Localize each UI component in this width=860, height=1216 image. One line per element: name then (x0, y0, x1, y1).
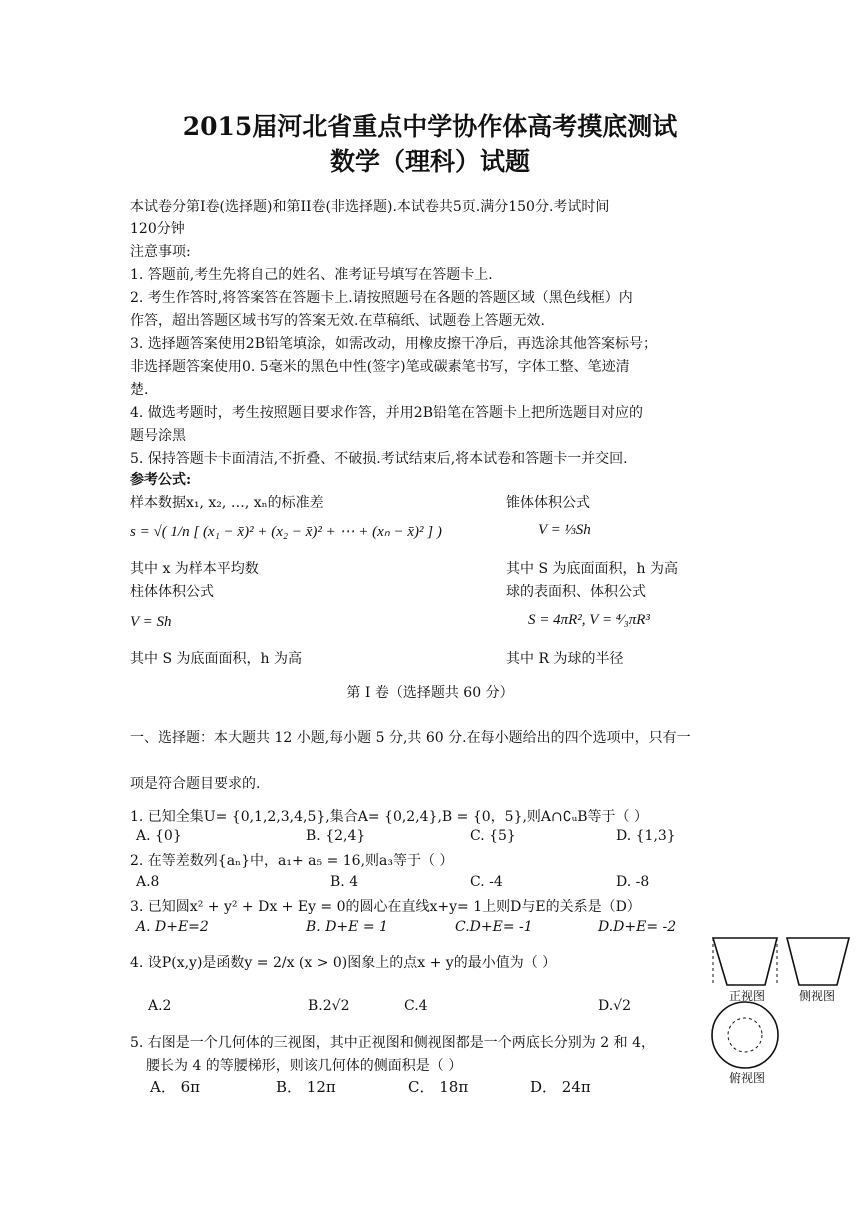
top-view-inner-circle (728, 1018, 762, 1052)
question-3-option-d: D.D+E= -2 (598, 919, 677, 935)
question-1-stem: 1. 已知全集U= {0,1,2,3,4,5},集合A= {0,2,4},B = {0，5},则A∩∁ᵤB等于（ ） (130, 809, 648, 825)
document-title-line1: 2015届河北省重点中学协作体高考摸底测试 (182, 112, 678, 141)
question-5-option-c: C． 18π (408, 1078, 469, 1096)
notice-item: 作答，超出答题区域书写的答案无效.在草稿纸、试题卷上答题无效. (130, 313, 545, 329)
sphere-formulas-label: 球的表面积、体积公式 (506, 584, 646, 600)
std-dev-note: 其中 x 为样本平均数 (130, 561, 259, 577)
notice-item: 楚. (130, 382, 149, 398)
intro-line: 120分钟 (130, 221, 185, 237)
std-dev-formula: s = √( 1/n [ (x₁ − x̄)² + (x₂ − x̄)² + ⋯ + (xₙ − x̄)² ] ) (130, 524, 442, 540)
question-4-stem: 4. 设P(x,y)是函数y = 2/x (x > 0)图象上的点x + y的最小值为（ ） (130, 955, 557, 971)
section-instruction: 项是符合题目要求的. (130, 776, 261, 792)
document-title-line2: 数学（理科）试题 (329, 147, 530, 176)
question-2-stem: 2. 在等差数列{aₙ}中，a₁+ a₅ = 16,则a₃等于（ ） (130, 853, 454, 869)
question-2-option-b: B. 4 (330, 874, 359, 890)
question-3-stem: 3. 已知圆x² + y² + Dx + Ey = 0的圆心在直线x+y= 1上则D与E的关系是（D） (130, 899, 641, 915)
notice-item: 4. 做选考题时，考生按照题目要求作答，并用2B铅笔在答题卡上把所选题目对应的 (130, 405, 644, 421)
question-4-option-a: A.2 (148, 998, 172, 1014)
prism-volume-note: 其中 S 为底面面积，h 为高 (130, 651, 302, 667)
notice-item: 题号涂黑 (130, 428, 186, 444)
notice-item: 非选择题答案使用0. 5毫米的黑色中性(签字)笔或碳素笔书写，字体工整、笔迹清 (130, 359, 630, 375)
notice-item: 2. 考生作答时,将答案答在答题卡上.请按照题号在各题的答题区域（黑色线框）内 (130, 290, 633, 306)
question-4-option-d: D.√2 (598, 998, 632, 1014)
section-instruction: 一、选择题：本大题共 12 小题,每小题 5 分,共 60 分.在每小题给出的四个选项中，只有一 (130, 730, 691, 746)
side-view-label: 侧视图 (799, 989, 836, 1003)
section-heading: 第 I 卷（选择题共 60 分） (346, 685, 514, 701)
three-view-figure (705, 930, 855, 1090)
question-2-option-a: A.8 (136, 874, 160, 890)
question-2-option-c: C. -4 (470, 874, 503, 890)
question-5-stem: 腰长为 4 的等腰梯形，则该几何体的侧面积是（ ） (146, 1058, 463, 1074)
question-3-option-b: B. D+E = 1 (306, 919, 388, 935)
cone-volume-label: 锥体体积公式 (506, 495, 590, 511)
formulas-heading: 参考公式: (130, 472, 192, 488)
question-5-stem: 5. 右图是一个几何体的三视图，其中正视图和侧视图都是一个两底长分别为 2 和 4， (130, 1035, 655, 1051)
cone-volume-note: 其中 S 为底面面积，h 为高 (506, 561, 678, 577)
question-2-option-d: D. -8 (616, 874, 650, 890)
prism-volume-label: 柱体体积公式 (130, 584, 214, 600)
notice-item: 1. 答题前,考生先将自己的姓名、准考证号填写在答题卡上. (130, 267, 493, 283)
intro-line: 本试卷分第I卷(选择题)和第II卷(非选择题).本试卷共5页.满分150分.考试时间 (130, 199, 610, 215)
question-1-option-a: A. {0} (136, 828, 182, 844)
top-view-outer-circle (712, 1002, 778, 1068)
std-dev-label: 样本数据x₁, x₂, …, xₙ的标准差 (130, 495, 324, 511)
question-3-option-c: C.D+E= -1 (455, 919, 533, 935)
sphere-formula: S = 4πR², V = ⁴⁄₃πR³ (528, 612, 650, 628)
top-view-label: 俯视图 (729, 1071, 766, 1085)
question-1-option-d: D. {1,3} (616, 828, 676, 844)
question-5-option-b: B． 12π (276, 1078, 336, 1096)
prism-volume-formula: V = Sh (130, 614, 172, 630)
notice-heading: 注意事项: (130, 244, 191, 260)
question-3-option-a: A. D+E=2 (136, 919, 209, 935)
question-4-option-b: B.2√2 (308, 998, 350, 1014)
question-5-option-a: A． 6π (150, 1078, 201, 1096)
question-1-option-b: B. {2,4} (306, 828, 366, 844)
front-view-label: 正视图 (729, 989, 766, 1003)
side-view-trapezoid (787, 938, 849, 985)
front-view-trapezoid (713, 938, 777, 985)
cone-volume-formula: V = ⅓Sh (538, 522, 591, 538)
sphere-note: 其中 R 为球的半径 (506, 651, 624, 667)
question-1-option-c: C. {5} (470, 828, 516, 844)
question-4-option-c: C.4 (404, 998, 428, 1014)
notice-item: 3. 选择题答案使用2B铅笔填涂，如需改动，用橡皮擦干净后，再选涂其他答案标号； (130, 336, 658, 352)
question-5-option-d: D． 24π (530, 1078, 591, 1096)
notice-item: 5. 保持答题卡卡面清洁,不折叠、不破损.考试结束后,将本试卷和答题卡一并交回. (130, 451, 628, 467)
